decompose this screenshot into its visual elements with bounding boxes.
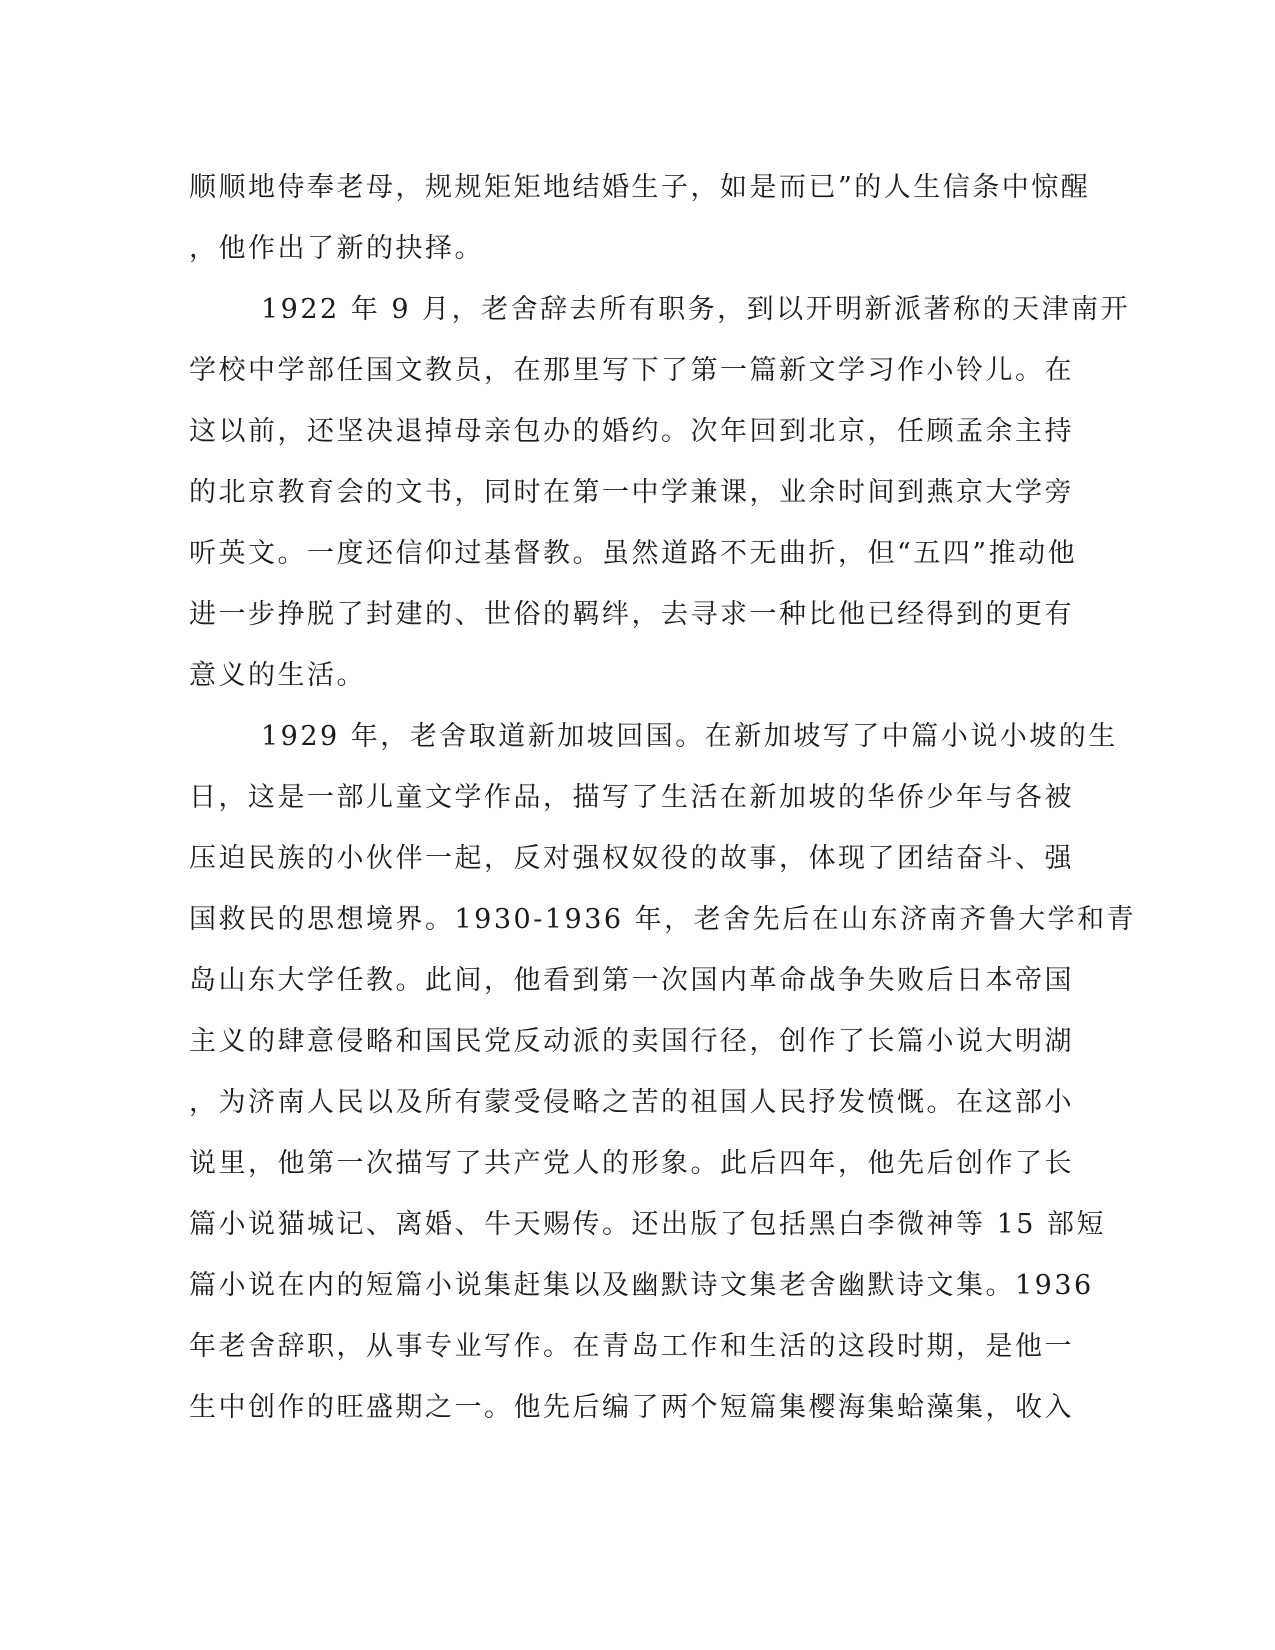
paragraph-start-line: 1922 年 9 月，老舍辞去所有职务，到以开明新派著称的天津南开 [261, 294, 1131, 325]
body-text [189, 157, 1137, 1438]
text-line: 生中创作的旺盛期之一。他先后编了两个短篇集樱海集蛤藻集，收入 [189, 1392, 1074, 1423]
text-line: 日，这是一部儿童文学作品，描写了生活在新加坡的华侨少年与各被 [189, 782, 1074, 813]
paragraph-start-line: 1929 年，老舍取道新加坡回国。在新加坡写了中篇小说小坡的生 [261, 721, 1118, 752]
text-line: ，他作出了新的抉择。 [189, 233, 484, 264]
text-line: 进一步挣脱了封建的、世俗的羁绊，去寻求一种比他已经得到的更有 [189, 599, 1074, 630]
text-line: 岛山东大学任教。此间，他看到第一次国内革命战争失败后日本帝国 [189, 965, 1074, 996]
text-line: 学校中学部任国文教员，在那里写下了第一篇新文学习作小铃儿。在 [189, 355, 1074, 386]
text-line: 年老舍辞职，从事专业写作。在青岛工作和生活的这段时期，是他一 [189, 1331, 1074, 1362]
text-line: ，为济南人民以及所有蒙受侵略之苦的祖国人民抒发愤慨。在这部小 [189, 1087, 1074, 1118]
text-line: 篇小说在内的短篇小说集赶集以及幽默诗文集老舍幽默诗文集。1936 [189, 1270, 1094, 1301]
text-line: 这以前，还坚决退掉母亲包办的婚约。次年回到北京，任顾孟余主持 [189, 416, 1074, 447]
text-line: 说里，他第一次描写了共产党人的形象。此后四年，他先后创作了长 [189, 1148, 1074, 1179]
text-line: 篇小说猫城记、离婚、牛天赐传。还出版了包括黑白李微神等 15 部短 [189, 1209, 1107, 1240]
text-line: 听英文。一度还信仰过基督教。虽然道路不无曲折，但“五四”推动他 [189, 538, 1078, 569]
text-line: 意义的生活。 [189, 660, 366, 691]
text-line: 的北京教育会的文书，同时在第一中学兼课，业余时间到燕京大学旁 [189, 477, 1074, 508]
text-line: 国救民的思想境界。1930-1936 年，老舍先后在山东济南齐鲁大学和青 [189, 904, 1137, 935]
text-line: 顺顺地侍奉老母，规规矩矩地结婚生子，如是而已”的人生信条中惊醒 [189, 172, 1091, 203]
text-line: 主义的肆意侵略和国民党反动派的卖国行径，创作了长篇小说大明湖 [189, 1026, 1074, 1057]
text-line: 压迫民族的小伙伴一起，反对强权奴役的故事，体现了团结奋斗、强 [189, 843, 1074, 874]
